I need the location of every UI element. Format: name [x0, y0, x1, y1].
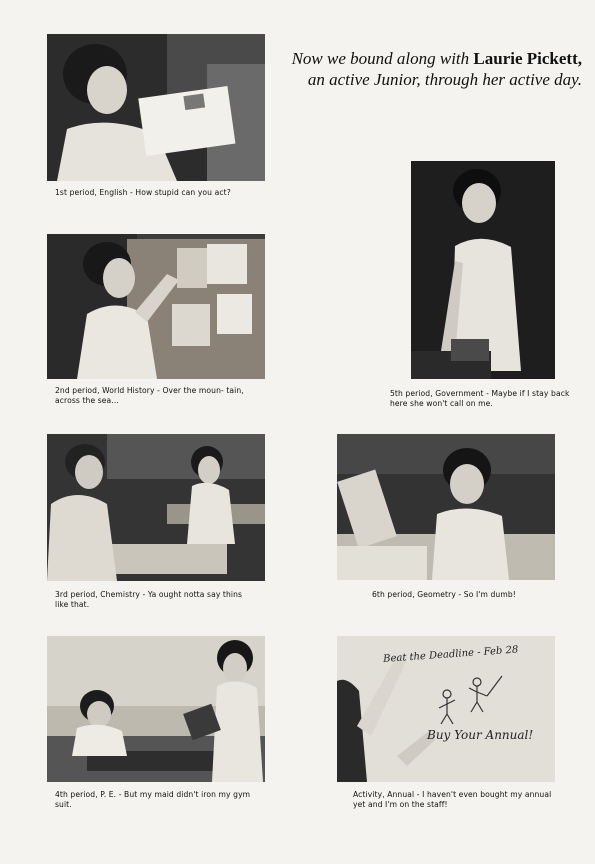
poster-line2: Buy Your Annual!	[427, 728, 534, 742]
intro-after: an active Junior, through her active day.	[307, 70, 582, 89]
caption-annual: Activity, Annual - I haven't even bought my annual yet and I'm on the staff!	[353, 790, 552, 809]
intro-text	[262, 48, 582, 90]
photo-chemistry	[47, 434, 265, 581]
photo-annual	[337, 636, 555, 782]
caption-government: 5th period, Government - Maybe if I stay back here she won't call on me.	[390, 389, 570, 408]
photo-english	[47, 34, 265, 181]
photo-government	[411, 161, 555, 379]
caption-english: 1st period, English - How stupid can you act?	[55, 188, 231, 197]
intro-before: Now we bound along with	[291, 49, 474, 68]
caption-geometry: 6th period, Geometry - So I'm dumb!	[372, 590, 516, 599]
caption-pe: 4th period, P. E. - But my maid didn't iron my gym suit.	[55, 790, 251, 809]
photo-world-history	[47, 234, 265, 379]
photo-geometry	[337, 434, 555, 580]
caption-chemistry: 3rd period, Chemistry - Ya ought notta say thins like that.	[55, 590, 243, 609]
intro-name: Laurie Pickett,	[473, 49, 582, 68]
caption-world-history: 2nd period, World History - Over the moun- tain, across the sea...	[55, 386, 244, 405]
poster-line1: Beat the Deadline - Feb 28	[382, 644, 519, 665]
photo-pe	[47, 636, 265, 782]
